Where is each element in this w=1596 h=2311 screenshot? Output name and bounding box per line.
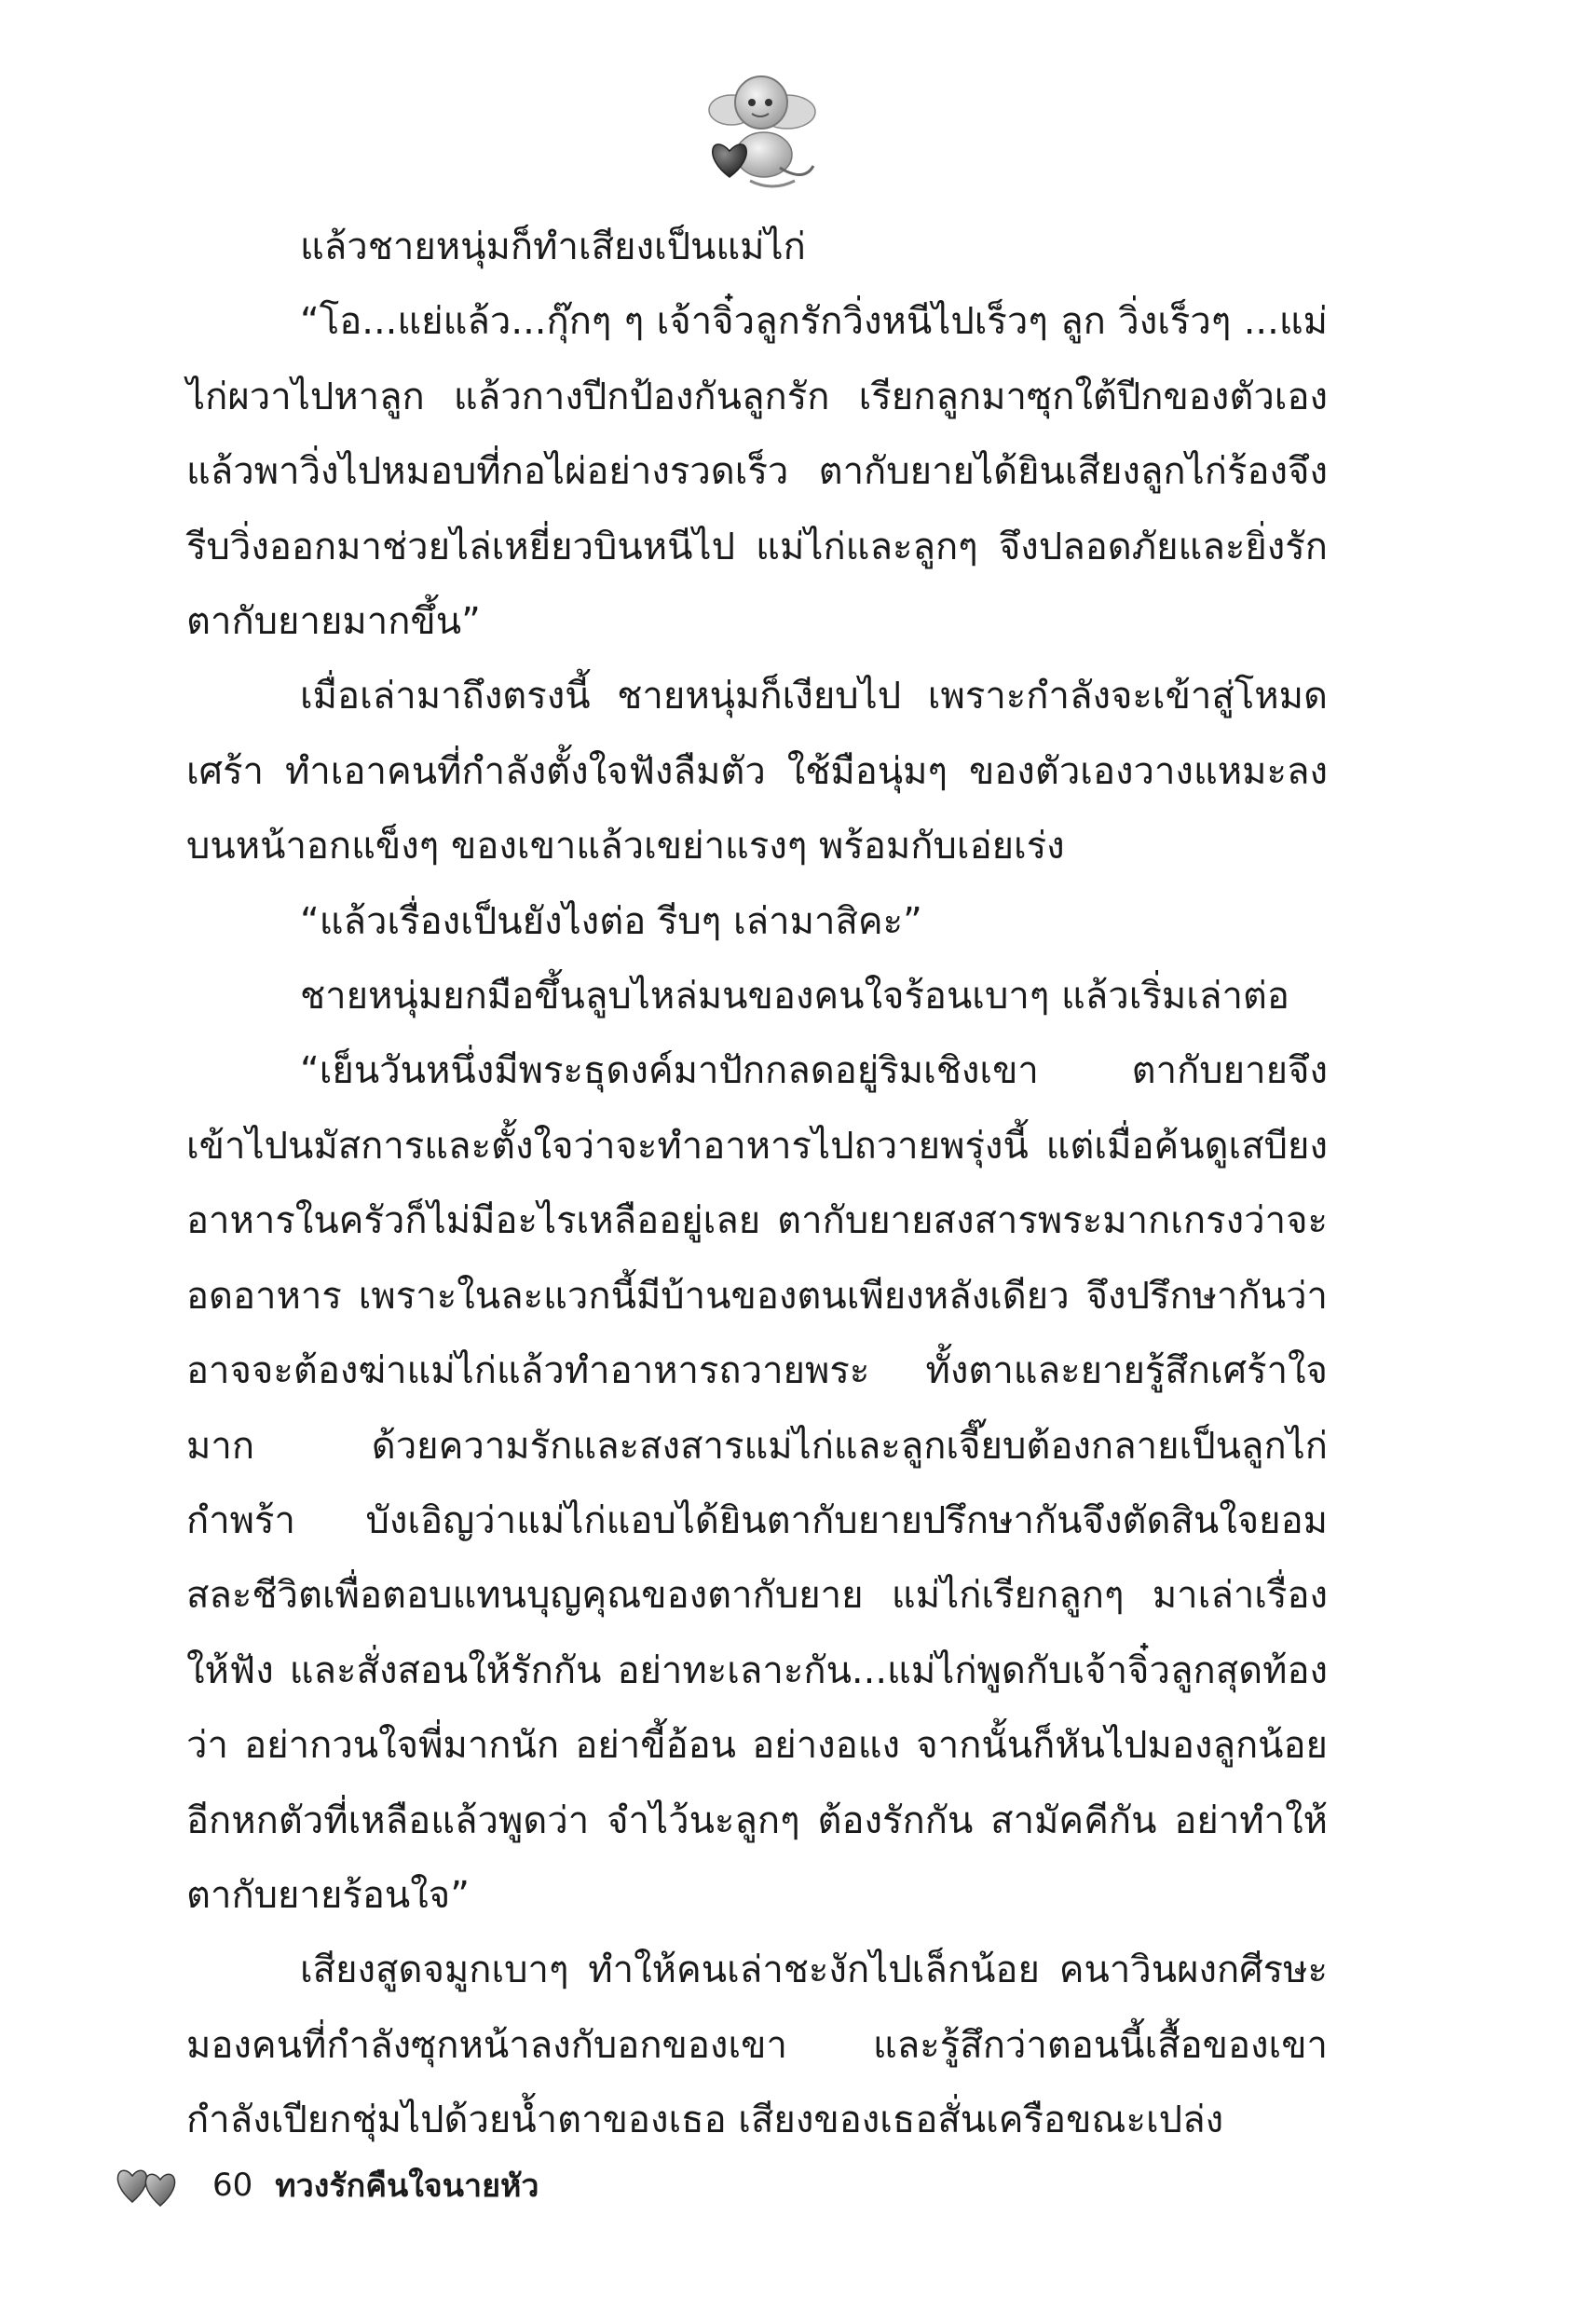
paragraph: เมื่อเล่ามาถึงตรงนี้ ชายหนุ่มก็เงียบไป เพราะกำลังจะเข้าสู่โหมดเศร้า ทำเอาคนที่กำลังตั้งใจฟังลืมตัว ใช้มือนุ่มๆ ของตัวเองวางแหมะลงบนหน้าอกแข็งๆ ของเขาแล้วเขย่าแรงๆ พร้อมกับเอ่ยเร่ง — [186, 675, 1328, 868]
paragraph: ชายหนุ่มยกมือขึ้นลูบไหล่มนของคนใจร้อนเบาๆ แล้วเริ่มเล่าต่อ — [300, 975, 1289, 1019]
paragraph: “เย็นวันหนึ่งมีพระธุดงค์มาปักกลดอยู่ริมเชิงเขา ตากับยายจึงเข้าไปนมัสการและตั้งใจว่าจะทำอาหารไปถวายพรุ่งนี้ แต่เมื่อค้นดูเสบียงอาหารในครัวก็ไม่มีอะไรเหลืออยู่เลย ตากับยายสงสารพระมากเกรงว่าจะอดอาหาร เพราะในละแวกนี้มีบ้านของตนเพียงหลังเดียว จึงปรึกษากันว่าอาจจะต้องฆ่าแม่ไก่แล้วทำอาหารถวายพระ ทั้งตาและยายรู้สึกเศร้าใจมาก ด้วยความรักและสงสารแม่ไก่และลูกเจี๊ยบต้องกลายเป็นลูกไก่กำพร้า บังเอิญว่าแม่ไก่แอบได้ยินตากับยายปรึกษากันจึงตัดสินใจยอมสละชีวิตเพื่อตอบแทนบุญคุณของตากับยาย แม่ไก่เรียกลูกๆ มาเล่าเรื่องให้ฟัง และสั่งสอนให้รักกัน อย่าทะเลาะกัน...แม่ไก่พูดกับเจ้าจิ๋วลูกสุดท้องว่า อย่ากวนใจพี่มากนัก อย่าขี้อ้อน อย่างอแง จากนั้นก็หันไปมองลูกน้อยอีกหกตัวที่เหลือแล้วพูดว่า จำไว้นะลูกๆ ต้องรักกัน สามัคคีกัน อย่าทำให้ตากับยายร้อนใจ” — [186, 1049, 1328, 1917]
page-footer — [112, 2153, 539, 2218]
cupid-with-heart-icon — [694, 65, 825, 196]
paragraph: เสียงสูดจมูกเบาๆ ทำให้คนเล่าชะงักไปเล็กน้อย คนาวินผงกศีรษะมองคนที่กำลังซุกหน้าลงกับอกของเขา และรู้สึกว่าตอนนี้เสื้อของเขากำลังเปียกชุ่มไปด้วยน้ำตาของเธอ เสียงของเธอสั่นเครือขณะเปล่ง — [186, 1949, 1328, 2142]
body-text — [186, 210, 1328, 2158]
hearts-icon — [112, 2159, 186, 2211]
page-number: 60 — [212, 2167, 253, 2204]
paragraph: “โอ...แย่แล้ว...กุ๊กๆ ๆ เจ้าจิ๋วลูกรักวิ่งหนีไปเร็วๆ ลูก วิ่งเร็วๆ ...แม่ไก่ผวาไปหาลูก แล้วกางปีกป้องกันลูกรัก เรียกลูกมาซุกใต้ปีกของตัวเองแล้วพาวิ่งไปหมอบที่กอไผ่อย่างรวดเร็ว ตากับยายได้ยินเสียงลูกไก่ร้องจึงรีบวิ่งออกมาช่วยไล่เหยี่ยวบินหนีไป แม่ไก่และลูกๆ จึงปลอดภัยและยิ่งรักตากับยายมากขึ้น” — [186, 300, 1328, 644]
paragraph: แล้วชายหนุ่มก็ทำเสียงเป็นแม่ไก่ — [300, 226, 806, 268]
book-title: ทวงรักคืนใจนายหัว — [275, 2167, 539, 2205]
paragraph: “แล้วเรื่องเป็นยังไงต่อ รีบๆ เล่ามาสิคะ” — [300, 899, 922, 943]
